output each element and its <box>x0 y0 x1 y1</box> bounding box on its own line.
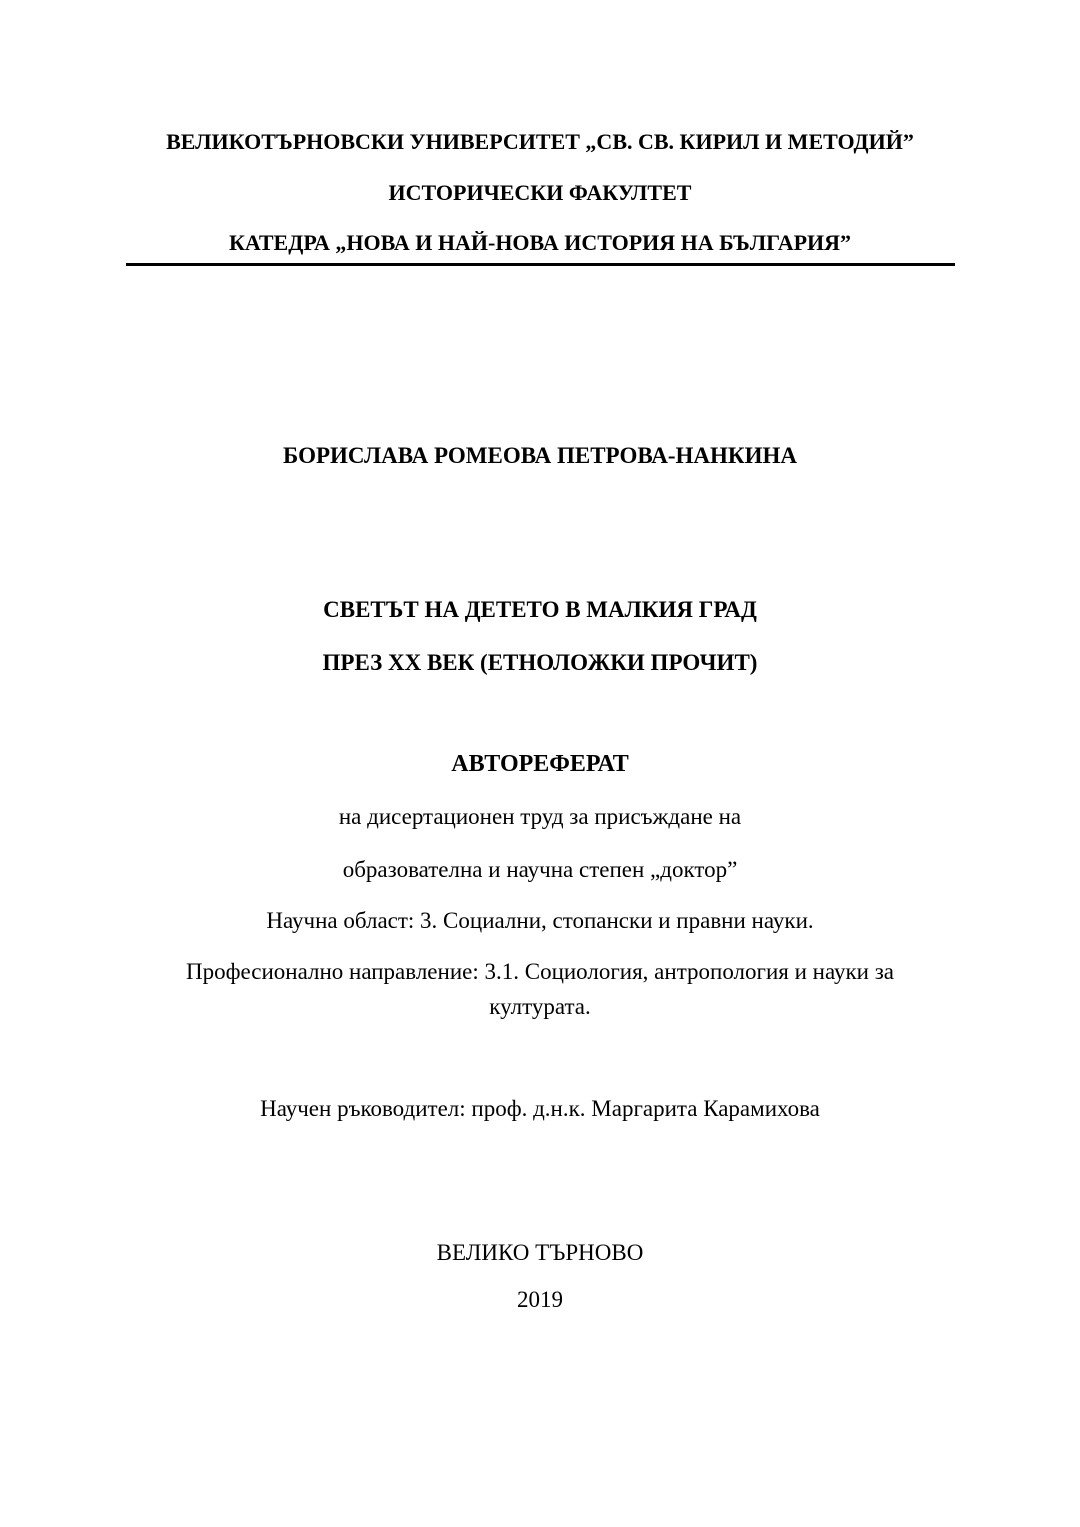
document-type: АВТОРЕФЕРАТ <box>451 751 629 777</box>
faculty-name: ИСТОРИЧЕСКИ ФАКУЛТЕТ <box>388 180 692 205</box>
university-name: ВЕЛИКОТЪРНОВСКИ УНИВЕРСИТЕТ „СВ. СВ. КИРИЛ И МЕТОДИЙ” <box>166 129 914 154</box>
scientific-field: Научна област: 3. Социални, стопански и правни науки. <box>266 908 814 933</box>
department-name: КАТЕДРА „НОВА И НАЙ-НОВА ИСТОРИЯ НА БЪЛГАРИЯ” <box>228 230 852 255</box>
author-name: БОРИСЛАВА РОМЕОВА ПЕТРОВА-НАНКИНА <box>283 443 797 468</box>
dissertation-title-line-2: ПРЕЗ XX ВЕК (ЕТНОЛОЖКИ ПРОЧИТ) <box>322 650 758 675</box>
header-divider <box>126 263 955 266</box>
scientific-supervisor: Научен ръководител: проф. д.н.к. Маргарита Карамихова <box>260 1096 820 1121</box>
description-line-1: на дисертационен труд за присъждане на <box>338 804 742 829</box>
description-line-2: образователна и научна степен „доктор” <box>342 857 738 882</box>
professional-direction-line-2: културата. <box>489 994 591 1019</box>
city: ВЕЛИКО ТЪРНОВО <box>436 1240 644 1265</box>
dissertation-title-line-1: СВЕТЪТ НА ДЕТЕТО В МАЛКИЯ ГРАД <box>323 597 757 622</box>
professional-direction-line-1: Професионално направление: 3.1. Социология, антропология и науки за <box>185 959 895 984</box>
year: 2019 <box>517 1287 563 1312</box>
